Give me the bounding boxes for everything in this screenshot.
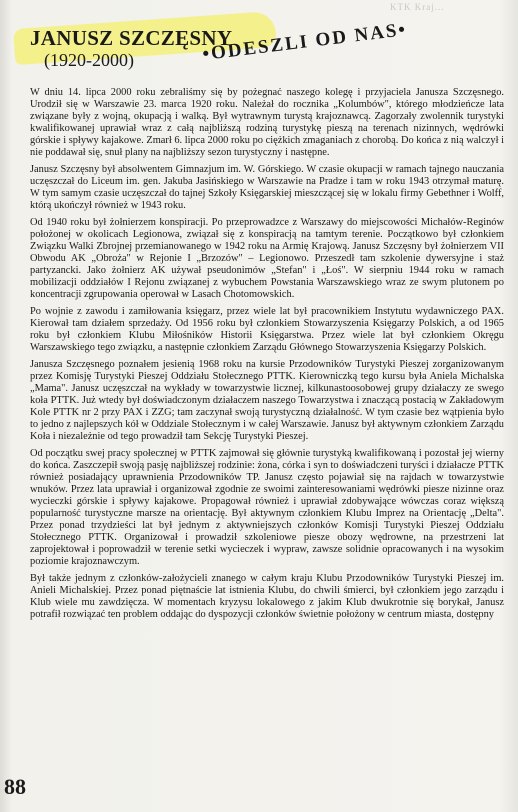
- page-number: 88: [4, 774, 26, 799]
- paragraph: Janusza Szczęsnego poznałem jesienią 1968 roku na kursie Przodowników Turystyki Pieszej zorganizowanym przez Komisję Turystyki Pieszej Oddziału Stołecznego PTTK. Kierowniczką tego kursu była Aniela Michalska „Mama". Janusz uczęszczał na wykłady w towarzystwie licznej, kilkunastoosobowej grupy działaczy ze swego koła PTTK. Już wtedy był doświadczonym działaczem naszego Towarzystwa i znaczącą postacią w Zakładowym Kole PTTK nr 2 przy PAX i ZZG; tam zaczynał swoją turystyczną działalność. W tym czasie bez wątpienia było to jedno z najlepszych kół w Oddziale Stołecznym i w całej Warszawie. Janusz był aktywnym członkiem Zarządu Koła i niezależnie od tego prowadził tam Sekcję Turystyki Pieszej.: [30, 359, 504, 442]
- paragraph: Od początku swej pracy społecznej w PTTK zajmował się głównie turystyką kwalifikowaną i pozostał jej wierny do końca. Zaszczepił swoją pasję najbliższej rodzinie: żona, córka i syn to doświadczeni turyści i działacze PTTK również posiadający uprawnienia Przodowników TP. Janusz często pojawiał się na rajdach w towarzystwie wnuków. Przez lata uprawiał i organizował zgodnie ze swoimi zainteresowaniami wędrówki piesze nizinne oraz wycieczki górskie i spływy kajakowe. Propagował również i uprawiał zdobywające wówczas coraz większą popularność turystyczne marsze na orientację. Był aktywnym członkiem Klubu Imprez na Orientację „Delta". Przez ponad trzydzieści lat był jednym z aktywniejszych członków Komisji Turystyki Pieszej Oddziału Stołecznego PTTK. Organizował i prowadził szkoleniowe piesze obozy wędrowne, na przestrzeni lat zaprojektował i poprowadził w terenie setki wycieczek i wypraw, zawsze solidnie opracowanych i na wysokim poziomie krajoznawczym.: [30, 448, 504, 567]
- paragraph: W dniu 14. lipca 2000 roku zebraliśmy się by pożegnać naszego kolegę i przyjaciela Janusza Szczęsnego. Urodził się w Warszawie 23. marca 1920 roku. Należał do rocznika „Kolumbów", którego młodzieńcze lata związane były z wojną, okupacją i walką. Był wytrawnym turystą krajoznawcą. Zagorzały zwolennik turystyki kwalifikowanej uprawiał wraz z całą najbliższą rodziną turystykę pieszą na terenach nizinnych, wędrówki górskie i spływy kajakowe. Zmarł 6. lipca 2000 roku po ciężkich zmaganiach z chorobą. Do końca z nią walczył i nie poddawał się, snuł plany na najbliższy sezon turystyczny i następne.: [30, 87, 504, 158]
- person-name: JANUSZ SZCZĘSNY: [30, 26, 233, 50]
- paragraph: Był także jednym z członków-założycieli znanego w całym kraju Klubu Przodowników Turystyki Pieszej im. Anieli Michalskiej. Przez ponad piętnaście lat istnienia Klubu, do chwili śmierci, był członkiem jego zarządu i Klub wiele mu zawdzięcza. W momentach kryzysu lokalowego z jakim Klub dwukrotnie się borykał, Janusz potrafił rozwiązać ten problem oddając do dyspozycji członków świetnie położony w centrum miasta, dostępny: [30, 573, 504, 620]
- paragraph: Od 1940 roku był żołnierzem konspiracji. Po przeprowadzce z Warszawy do miejscowości Michałów-Reginów położonej w okolicach Legionowa, związał się z konspiracją na tamtym terenie. Początkowo był członkiem Związku Walki Zbrojnej przemianowanego w 1942 roku na Armię Krajową. Janusz Szczęsny był żołnierzem VII Obwodu AK „Obroża" w Rejonie I „Brzozów" – Legionowo. Przeszedł tam szkolenie dywersyjne i staż partyzancki. Jako żołnierz AK używał pseudonimów „Stefan" i „Łoś". W sierpniu 1944 roku w ramach mobilizacji oddziałów I Rejonu związanej z wybuchem Powstania Warszawskiego wraz ze swym plutonem po koncentracji zgrupowania operował w Lasach Chotomowskich.: [30, 217, 504, 300]
- bleed-through-text: KTK Kraj...: [390, 2, 445, 12]
- obituary-article: [30, 87, 504, 626]
- paragraph: Janusz Szczęsny był absolwentem Gimnazjum im. W. Górskiego. W czasie okupacji w ramach tajnego nauczania uczęszczał do Liceum im. gen. Jakuba Jasińskiego w Warszawie na Pradze i tam w roku 1943 otrzymał maturę. W tym samym czasie uczęszczał do tajnej Szkoły Księgarskiej mieszczącej się w lokalu firmy Gebethner i Wolff, którą ukończył również w 1943 roku.: [30, 164, 504, 211]
- life-years: (1920-2000): [44, 50, 134, 70]
- section-headline: •ODESZLI OD NAS•: [201, 19, 409, 66]
- paragraph: Po wojnie z zawodu i zamiłowania księgarz, przez wiele lat był pracownikiem Instytutu wydawniczego PAX. Kierował tam działem sprzedaży. Od 1956 roku był członkiem Stowarzyszenia Księgarzy Polskich, a od 1965 roku był członkiem Klubu Miłośników Historii Księgarstwa. Przez wiele lat był członkiem Okręgu Warszawskiego tego związku, a następnie członkiem Zarządu Głównego Stowarzyszenia Księgarzy Polskich.: [30, 306, 504, 353]
